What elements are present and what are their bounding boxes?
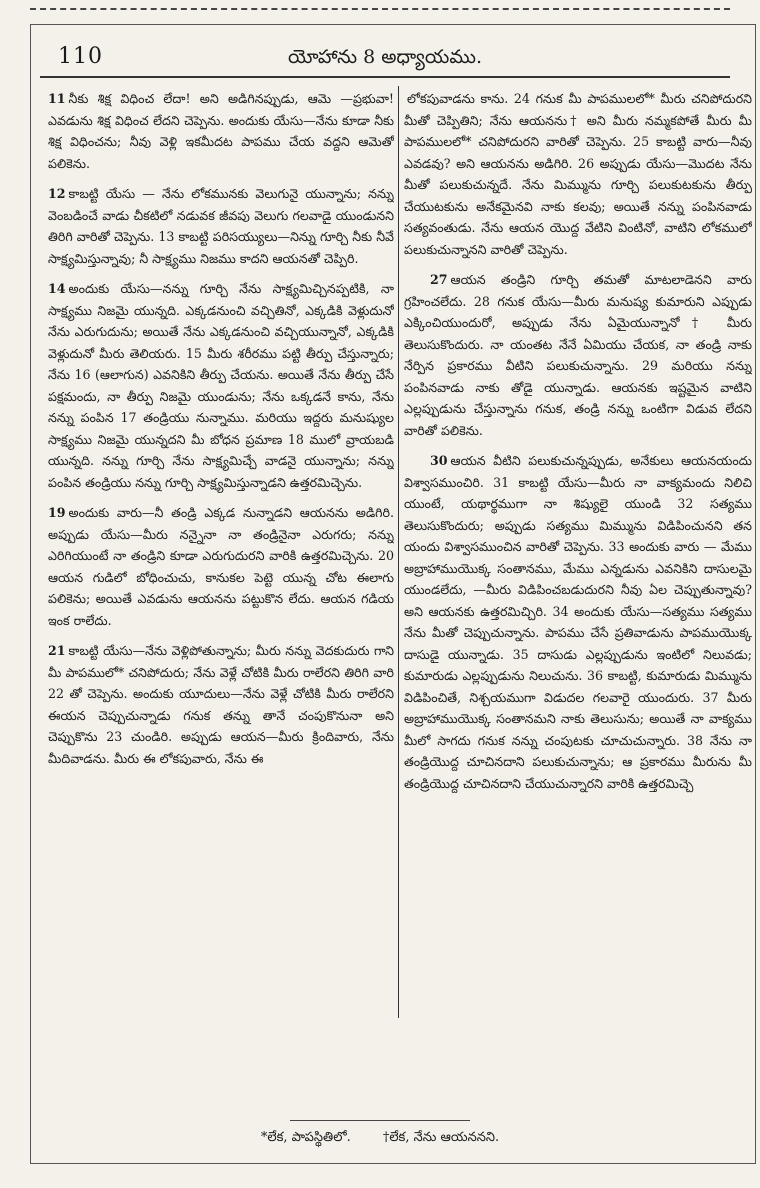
footnote: †లేక, నేను ఆయననని. [382, 1130, 500, 1145]
page-number: 110 [58, 44, 103, 69]
column-divider [398, 86, 399, 1018]
verse-number: 21 [48, 643, 66, 658]
paragraph [404, 269, 752, 441]
paragraph [48, 88, 394, 174]
verse-number: 14 [48, 281, 66, 296]
paragraph [48, 640, 394, 769]
verse-number: 30 [430, 453, 448, 468]
footnotes [0, 1130, 760, 1148]
paragraph [48, 278, 394, 493]
verse-number: 11 [48, 91, 66, 106]
paragraph [404, 450, 752, 794]
cut-line [30, 8, 730, 10]
paragraph-text: అందుకు యేసు—నన్ను గూర్చి నేను సాక్ష్యమిచ్చినప్పటికి, నా సాక్ష్యము నిజమై యున్నది. ఎక్కడనుంచి వచ్చితినో, ఎక్కడికి వెళ్లుదునో నేను ఎరుగుదును; అయితే నేను ఎక్కడనుంచి వచ్చియున్నానో, ఎక్కడికి వెళ్లుదునో మీరు తెలియరు. 15 మీరు శరీరము పట్టి తీర్పు చేస్తున్నారు; నేను 16 (ఆలాగున) ఎవనికిని తీర్పు చేయను. అయితే నేను తీర్పు చేసే పక్షమందు, నా తీర్పు నిజమై యుండును; నేను ఒక్కడనే కాను, నేను నన్ను పంపిన 17 తండ్రియు నున్నాము. మరియు ఇద్దరు మనుష్యుల సాక్ష్యము నిజమై యున్నదని మీ బోధన ప్రమాణ 18 ములో వ్రాయబడి యున్నది. నన్ను గూర్చి నేను సాక్ష్యమిచ్చే వాడనై యున్నాను; నన్ను పంపిన తండ్రియు నన్ను గూర్చి సాక్ష్యమిస్తున్నాడని ఉత్తరమిచ్చెను. [48, 281, 394, 490]
paragraph-text: అందుకు వారు—నీ తండ్రి ఎక్కడ నున్నాడని ఆయనను అడిగిరి. అప్పుడు యేసు—మీరు నన్నైనా నా తండ్రినైనా ఎరుగరు; నన్ను ఎరిగియుంటే నా తండ్రిని కూడా ఎరుగుదురని వారికి ఉత్తరమిచ్చెను. 20 ఆయన గుడిలో బోధించుచు, కానుకల పెట్టె యున్న చోట ఈలాగు పలికెను; అయితే ఎవడును ఆయనను పట్టుకొన లేదు. ఆయన గడియ ఇంక రాలేదు. [48, 505, 394, 628]
paragraph [48, 502, 394, 631]
paragraph-text: లోకపువాడను కాను. 24 గనుక మీ పాపములలో* మీరు చనిపోదురని మీతో చెప్పితిని; నేను ఆయనను† అని మీరు నమ్మకపోతే మీరు మీ పాపములలో* చనిపోదురని వారితో చెప్పెను. 25 కాబట్టి వారు—నీవు ఎవడవు? అని ఆయనను అడిగిరి. 26 అప్పుడు యేసు—మొదట నేను మీతో పలుకుచున్నదే. నేను మిమ్మును గూర్చి పలుకుటకును తీర్పు చేయుటకును అనేకమైనవి నాకు కలవు; అయితే నన్ను పంపినవాడు సత్యవంతుడు. నేను ఆయన యొద్ద వేటిని వింటినో, వాటిని లోకములో పలుకుచున్నానని వారితో చెప్పెను. [404, 91, 752, 257]
verse-number: 19 [48, 505, 66, 520]
left-column [48, 88, 394, 988]
paragraph-text: నీకు శిక్ష విధించ లేదా! అని అడిగినప్పుడు, ఆమె —ప్రభువా! ఎవడును శిక్ష విధించ లేదని చెప్పెను. అందుకు యేసు—నేను కూడా నీకు శిక్ష విధించను; నీవు వెళ్లి ఇకమీదట పాపము చేయ వద్దని ఆమెతో పలికెను. [48, 91, 394, 171]
paragraph-text: ఆయన వీటిని పలుకుచున్నప్పుడు, అనేకులు ఆయనయందు విశ్వాసముంచిరి. 31 కాబట్టి యేసు—మీరు నా వాక్యమందు నిలిచి యుంటే, యథార్థముగా నా శిష్యులై యుండి 32 సత్యము తెలుసుకొందురు; అప్పుడు సత్యము మిమ్మును విడిపించునని తన యందు విశ్వాసముంచిన వారితో చెప్పెను. 33 అందుకు వారు — మేము అబ్రాహాముయొక్క సంతానము, మేము ఎన్నడును ఎవనికిని దాసులమై యుండలేదు, —మీరు విడిపించబడుదురని నీవు ఏల చెప్పుతున్నావు? అని ఆయనకు ఉత్తరమిచ్చిరి. 34 అందుకు యేసు—సత్యము సత్యము నేను మీతో చెప్పుచున్నాను. పాపము చేసే ప్రతివాడును పాపముయొక్క దాసుడై యున్నాడు. 35 దాసుడు ఎల్లప్పుడును ఇంటిలో నిలువడు; కుమారుడు ఎల్లప్పుడును నిలుచును. 36 కాబట్టి, కుమారుడు మిమ్మును విడిపించితే, నిశ్చయముగా విడుదల గలవారై యుందురు. 37 మీరు అబ్రాహాముయొక్క సంతానమని నాకు తెలుసును; అయితే నా వాక్యము మీలో సాగదు గనుక నన్ను చంపుటకు చూచుచున్నారు. 38 నేను నా తండ్రియొద్ద చూచినదాని పలుకుచున్నాను; ఆ ప్రకారము మీరును మీ తండ్రియొద్ద చూచినదాని చేయుచున్నారని వారికి ఉత్తరమిచ్చె [404, 453, 752, 791]
footnote: *లేక, పాపస్థితిలో. [260, 1130, 351, 1145]
right-column [404, 88, 752, 988]
paragraph [48, 183, 394, 269]
paragraph-text: కాబట్టి యేసు—నేను వెళ్లిపోతున్నాను; మీరు నన్ను వెదకుదురు గాని మీ పాపములో* చనిపోదురు; నేను వెళ్లే చోటికి మీరు రాలేరని తిరిగి వారి 22 తో చెప్పెను. అందుకు యూదులు—నేను వెళ్లే చోటికి మీరు రాలేరని ఈయన చెప్పుచున్నాడు గనుక తన్ను తానే చంపుకొనునా అని చెప్పుకొను 23 చుండిరి. అప్పుడు ఆయన—మీరు క్రిందివారు, నేను మీదివాడను. మీరు ఈ లోకపువారు, నేను ఈ [48, 643, 394, 766]
verse-number: 27 [430, 272, 448, 287]
verse-number: 12 [48, 186, 66, 201]
paragraph-text: కాబట్టి యేసు — నేను లోకమునకు వెలుగునై యున్నాను; నన్ను వెంబడించే వాడు చీకటిలో నడువక జీవపు వెలుగు గలవాడై యుండునని తిరిగి వారితో చెప్పెను. 13 కాబట్టి పరిసయ్యులు—నిన్ను గూర్చి నీకు నీవే సాక్ష్యమిస్తున్నావు; నీ సాక్ష్యము నిజము కాదని ఆయనతో చెప్పిరి. [48, 186, 394, 266]
paragraph-text: ఆయన తండ్రిని గూర్చి తమతో మాటలాడెనని వారు గ్రహించలేదు. 28 గనుక యేసు—మీరు మనుష్య కుమారుని ఎప్పుడు ఎక్కించియుందురో, అప్పుడు నేను ఏమైయున్నానో† మీరు తెలుసుకొందురు. నా యంతట నేనే ఏమియు చేయక, నా తండ్రి నాకు నేర్పిన ప్రకారము వీటిని పలుకుచున్నాను. 29 మరియు నన్ను పంపినవాడు నాకు తోడై యున్నాడు. ఆయనకు ఇష్టమైన వాటిని ఎల్లప్పుడును చేస్తున్నాను గనుక, తండ్రి నన్ను ఒంటిగా విడువ లేదని వారితో పలికెను. [404, 272, 752, 438]
running-title: యోహాను 8 అధ్యాయము. [287, 46, 483, 68]
footnote-rule [290, 1120, 470, 1121]
page-header [40, 44, 730, 78]
paragraph [404, 88, 752, 260]
